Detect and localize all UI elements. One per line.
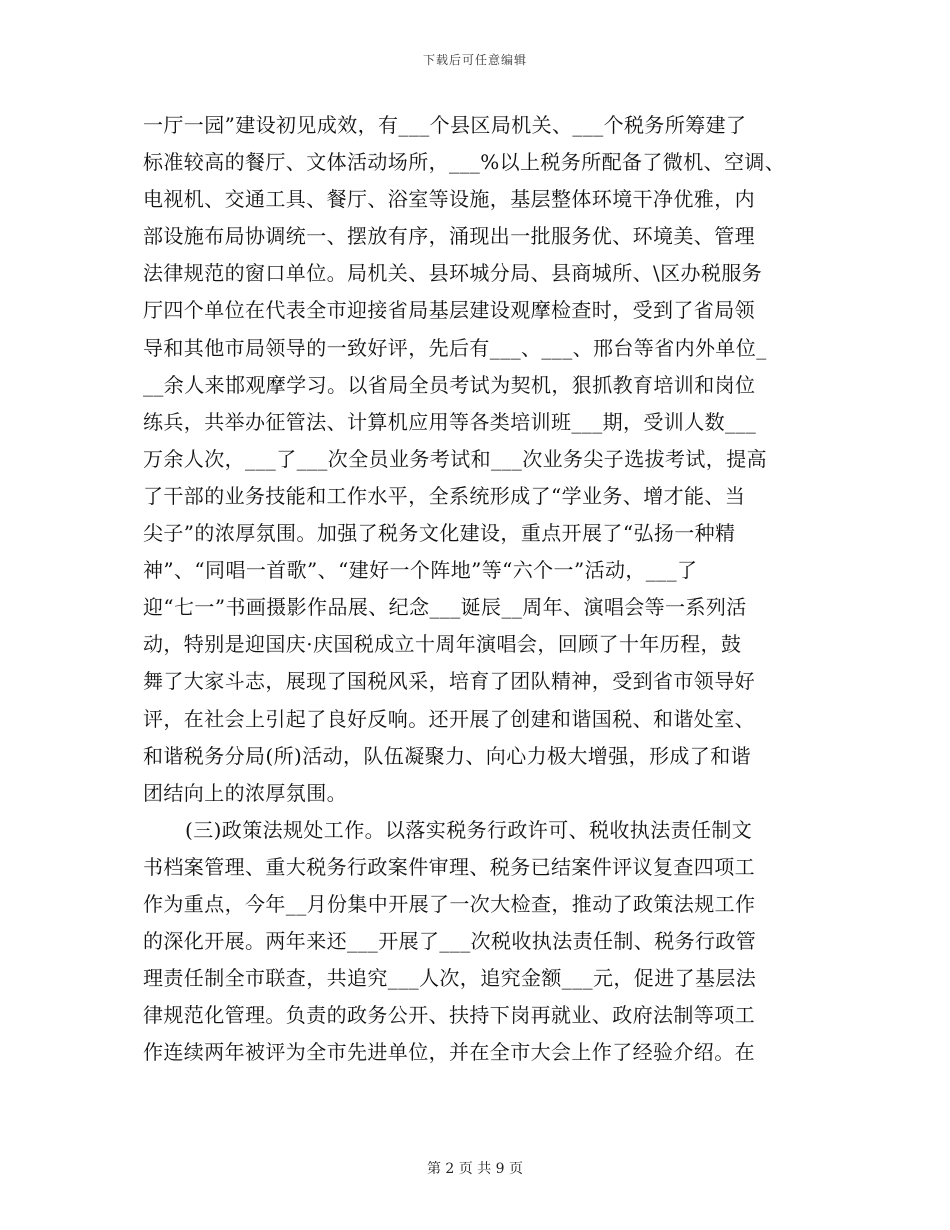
- text-line: 理责任制全市联查，共追究___人次，追究金额___元，促进了基层法: [143, 966, 757, 991]
- text-line: 动，特别是迎国庆·庆国税成立十周年演唱会，回顾了十年历程，鼓: [143, 632, 742, 657]
- text-line: 迎“七一”书画摄影作品展、纪念___诞辰__周年、演唱会等一系列活: [143, 595, 747, 620]
- text-line: 作连续两年被评为全市先进单位，并在全市大会上作了经验介绍。在: [143, 1040, 755, 1065]
- text-line: 电视机、交通工具、餐厅、浴室等设施，基层整体环境干净优雅，内: [143, 187, 755, 212]
- text-line: 万余人次，___了___次全员业务考试和___次业务尖子选拔考试，提高: [143, 446, 767, 471]
- page-footer: 第 2 页 共 9 页: [426, 1161, 524, 1177]
- text-line: 尖子”的浓厚氛围。加强了税务文化建设，重点开展了“弘扬一种精: [143, 521, 736, 546]
- text-line: 一厅一园”建设初见成效，有___个县区局机关、___个税务所筹建了: [143, 113, 747, 137]
- text-line: 法律规范的窗口单位。局机关、县环城分局、县商城所、\区办税服务: [143, 261, 763, 286]
- text-line: 的深化开展。两年来还___开展了___次税收执法责任制、税务行政管: [143, 929, 757, 954]
- body-text: [143, 107, 793, 1071]
- text-line: 标准较高的餐厅、文体活动场所，___%以上税务所配备了微机、空调、: [143, 150, 786, 175]
- text-line: 厅四个单位在代表全市迎接省局基层建设观摩检查时，受到了省局领: [143, 298, 755, 323]
- text-line: 律规范化管理。负责的政务公开、扶持下岗再就业、政府法制等项工: [143, 1003, 755, 1028]
- text-line: 作为重点，今年__月份集中开展了一次大检查，推动了政策法规工作: [143, 891, 756, 916]
- text-line: 和谐税务分局(所)活动，队伍凝聚力、向心力极大增强，形成了和谐: [143, 743, 752, 768]
- text-line: 练兵，共举办征管法、计算机应用等各类培训班___期，受训人数___: [143, 409, 757, 434]
- text-line: (三)政策法规处工作。以落实税务行政许可、税收执法责任制文: [185, 817, 753, 842]
- text-line: 导和其他市局领导的一致好评，先后有___、___、邢台等省内外单位_: [143, 335, 767, 360]
- text-line: 了干部的业务技能和工作水平，全系统形成了“学业务、增才能、当: [143, 483, 746, 508]
- text-line: __余人来邯观摩学习。以省局全员考试为契机，狠抓教育培训和岗位: [143, 372, 756, 397]
- text-line: 书档案管理、重大税务行政案件审理、税务已结案件评议复查四项工: [143, 854, 755, 879]
- text-line: 团结向上的浓厚氛围。: [143, 780, 347, 805]
- text-line: 神”、“同唱一首歌”、“建好一个阵地”等“六个一”活动，___了: [143, 558, 698, 583]
- page-header: 下载后可任意编辑: [422, 53, 527, 67]
- text-line: 评，在社会上引起了良好反响。还开展了创建和谐国税、和谐处室、: [143, 706, 755, 731]
- text-line: 舞了大家斗志，展现了国税风采，培育了团队精神，受到省市领导好: [143, 669, 755, 694]
- text-line: 部设施布局协调统一、摆放有序，涌现出一批服务优、环境美、管理: [143, 224, 755, 249]
